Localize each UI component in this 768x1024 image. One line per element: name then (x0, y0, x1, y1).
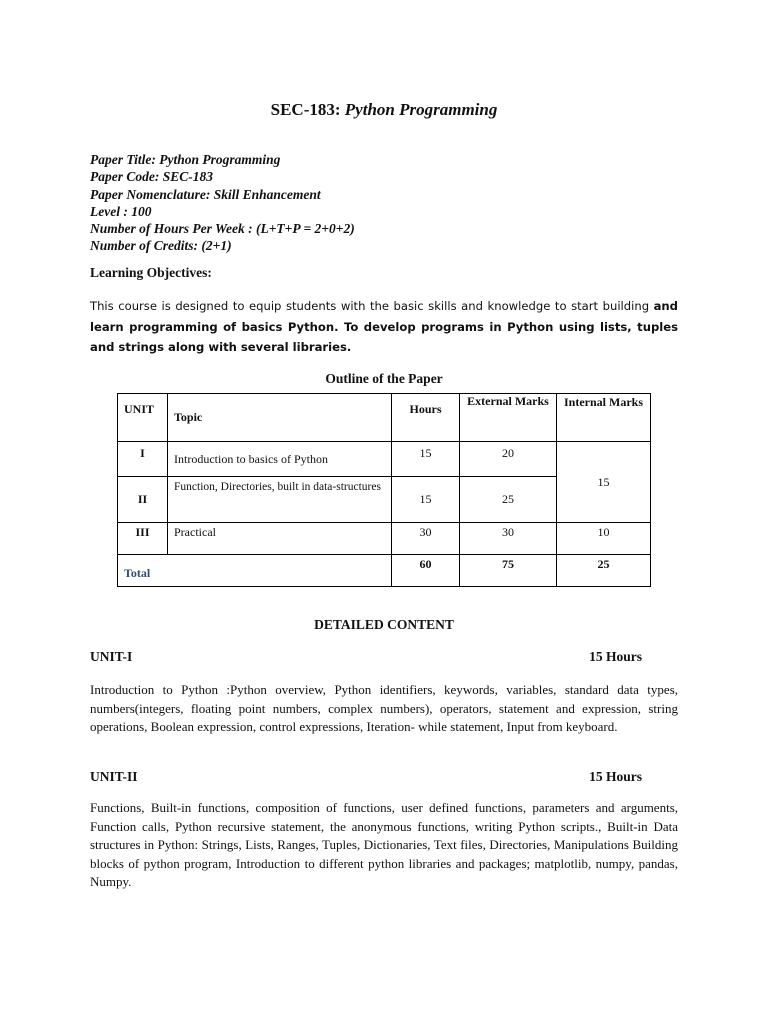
unit-1-text: Introduction to Python :Python overview, Python identifiers, keywords, variables, standard data types, numbers(integers, floating point numbers, complex numbers), operators, statement and expression, string operations, Boolean expression, control expressions, Iteration- while statement, Input from keyboard. (90, 682, 678, 735)
paper-meta (90, 151, 355, 255)
header-internal-marks: Internal Marks (557, 394, 651, 442)
row-topic: Practical (168, 523, 392, 555)
paper-title: Paper Title: Python Programming (90, 152, 281, 167)
outline-table (117, 393, 651, 587)
outline-title: Outline of the Paper (325, 371, 443, 386)
header-unit: UNIT (118, 394, 168, 442)
objectives-text-normal: This course is designed to equip students with the basic skills and knowledge to start building (90, 299, 654, 313)
credits: Number of Credits: (2+1) (90, 238, 232, 254)
paper-level: Level : 100 (90, 203, 152, 219)
total-internal: 25 (557, 555, 651, 587)
row-topic: Introduction to basics of Python (168, 442, 392, 477)
learning-objectives-heading: Learning Objectives: (90, 265, 212, 280)
total-hours: 60 (392, 555, 460, 587)
hours-per-week: Number of Hours Per Week : (L+T+P = 2+0+2) (90, 221, 355, 237)
paper-code: Paper Code: SEC-183 (90, 169, 213, 185)
table-header-row (118, 394, 651, 442)
course-code: SEC-183: (270, 100, 341, 119)
total-external: 75 (460, 555, 557, 587)
row-unit: I (118, 442, 168, 477)
row-external: 25 (460, 477, 557, 523)
unit-2-heading (90, 769, 642, 785)
row-topic: Function, Directories, built in data-structures (168, 477, 392, 523)
row-unit: III (118, 523, 168, 555)
unit-1-heading (90, 649, 642, 665)
row-internal: 10 (557, 523, 651, 555)
header-hours: Hours (392, 394, 460, 442)
row-hours: 15 (392, 477, 460, 523)
unit-1-name: UNIT-I (90, 649, 133, 664)
row-unit: II (118, 477, 168, 523)
row-hours: 30 (392, 523, 460, 555)
paper-nomenclature: Paper Nomenclature: Skill Enhancement (90, 186, 321, 202)
table-row (118, 442, 651, 477)
unit-2-text: Functions, Built-in functions, composition of functions, user defined functions, parameters and arguments, Function calls, Python recursive statement, the anonymous functions, writing Python scripts., Built-in Data structures in Python: Strings, Lists, Ranges, Tuples, Dictionaries, Text files, Directories, Manipulations Building blocks of python program, Introduction to different python libraries and packages; matplotlib, numpy, pandas, Numpy. (90, 800, 678, 890)
header-external-marks: External Marks (460, 394, 557, 442)
row-external: 30 (460, 523, 557, 555)
table-row (118, 523, 651, 555)
unit-2-name: UNIT-II (90, 769, 138, 784)
table-total-row (118, 555, 651, 587)
objectives-text-bold: and learn programming of basics Python. To develop programs in Python using lists, tuples and strings along with several libraries. (90, 299, 678, 354)
header-topic: Topic (168, 394, 392, 442)
row-hours: 15 (392, 442, 460, 477)
detailed-content-heading: DETAILED CONTENT (314, 617, 454, 632)
page-title (0, 100, 768, 120)
total-label: Total (118, 555, 392, 587)
unit-2-hours: 15 Hours (589, 769, 642, 784)
course-name: Python Programming (344, 100, 498, 119)
row-external: 20 (460, 442, 557, 477)
unit-1-hours: 15 Hours (589, 649, 642, 664)
row-internal-merged: 15 (557, 442, 651, 523)
learning-objectives-text (90, 296, 678, 358)
